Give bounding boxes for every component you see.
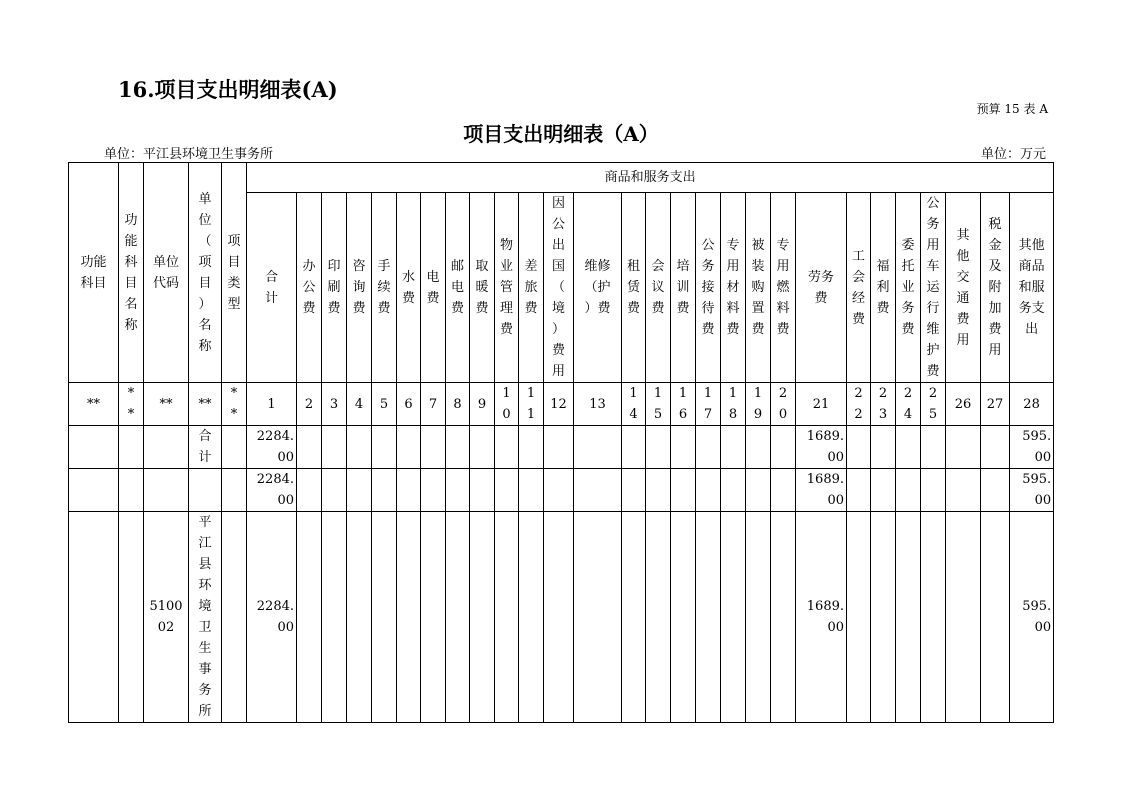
unit-name-cell: 合 计 <box>189 426 222 469</box>
function-code-cell <box>69 469 119 512</box>
amount-cell <box>921 512 946 723</box>
column-header: 工 会 经 费 <box>847 193 871 383</box>
project-expense-table <box>68 162 1054 723</box>
column-header: 专 用 燃 料 费 <box>771 193 796 383</box>
amount-cell <box>921 469 946 512</box>
function-name-cell <box>119 469 144 512</box>
table-title: 项目支出明细表（A） <box>463 122 659 146</box>
header-cell: 单 位 （ 项 目 ） 名 称 <box>189 163 222 383</box>
amount-cell <box>671 426 696 469</box>
column-header: 因 公 出 国 （ 境 ） 费 用 <box>544 193 574 383</box>
project-type-cell <box>222 512 247 723</box>
amount-cell <box>946 469 981 512</box>
amount-cell <box>574 426 622 469</box>
other-expense-cell: 595. 00 <box>1010 512 1054 723</box>
other-expense-cell: 595. 00 <box>1010 469 1054 512</box>
index-cell: ** <box>69 383 119 426</box>
amount-cell <box>421 512 446 723</box>
amount-cell <box>746 469 771 512</box>
column-header: 其他 商品 和服 务支 出 <box>1010 193 1054 383</box>
header-cell: 项 目 类 型 <box>222 163 247 383</box>
index-cell: 1 9 <box>746 383 771 426</box>
amount-cell <box>519 469 544 512</box>
index-cell: 2 2 <box>847 383 871 426</box>
column-header: 公 务 接 待 费 <box>696 193 721 383</box>
amount-cell <box>446 469 470 512</box>
index-cell: * * <box>222 383 247 426</box>
unit-code-cell <box>144 426 189 469</box>
amount-cell <box>896 469 921 512</box>
index-row <box>69 383 1054 426</box>
amount-cell <box>322 512 347 723</box>
amount-cell <box>372 426 397 469</box>
amount-cell <box>871 512 896 723</box>
function-name-cell <box>119 512 144 723</box>
column-header: 福 利 费 <box>871 193 896 383</box>
amount-cell <box>397 512 421 723</box>
column-header: 委 托 业 务 费 <box>896 193 921 383</box>
amount-cell <box>622 426 646 469</box>
amount-cell <box>322 469 347 512</box>
header-row <box>69 163 1054 193</box>
amount-cell <box>470 512 495 723</box>
amount-cell <box>981 469 1010 512</box>
column-header: 水 费 <box>397 193 421 383</box>
other-expense-cell: 595. 00 <box>1010 426 1054 469</box>
amount-cell <box>981 426 1010 469</box>
index-cell: 8 <box>446 383 470 426</box>
amount-cell <box>721 512 746 723</box>
amount-cell <box>646 426 671 469</box>
currency-unit-label: 单位：万元 <box>980 147 1046 162</box>
index-cell: 3 <box>322 383 347 426</box>
amount-cell <box>519 426 544 469</box>
amount-cell <box>671 469 696 512</box>
table-row <box>69 469 1054 512</box>
amount-cell <box>847 469 871 512</box>
amount-cell <box>574 512 622 723</box>
column-header: 咨 询 费 <box>347 193 372 383</box>
column-header: 邮 电 费 <box>446 193 470 383</box>
amount-cell <box>297 512 322 723</box>
amount-cell <box>746 426 771 469</box>
amount-cell <box>771 469 796 512</box>
index-cell: ** <box>144 383 189 426</box>
header-cell: 功 能 科 目 名 称 <box>119 163 144 383</box>
amount-cell <box>896 512 921 723</box>
column-header: 物 业 管 理 费 <box>495 193 519 383</box>
amount-cell <box>946 512 981 723</box>
index-cell: 2 4 <box>896 383 921 426</box>
column-header: 取 暖 费 <box>470 193 495 383</box>
unit-name-cell: 平 江 县 环 境 卫 生 事 务 所 <box>189 512 222 723</box>
amount-cell <box>544 469 574 512</box>
amount-cell <box>981 512 1010 723</box>
column-header: 税 金 及 附 加 费 用 <box>981 193 1010 383</box>
amount-cell <box>470 426 495 469</box>
amount-cell <box>721 426 746 469</box>
amount-cell <box>495 469 519 512</box>
amount-cell <box>871 426 896 469</box>
header-group-cell: 商品和服务支出 <box>247 163 1054 193</box>
amount-cell <box>495 512 519 723</box>
amount-cell <box>671 512 696 723</box>
unit-code-cell: 5100 02 <box>144 512 189 723</box>
total-amount-cell: 2284. 00 <box>247 512 297 723</box>
total-amount-cell: 2284. 00 <box>247 469 297 512</box>
column-header: 手 续 费 <box>372 193 397 383</box>
amount-cell <box>347 512 372 723</box>
column-header: 劳务 费 <box>796 193 847 383</box>
column-header: 租 赁 费 <box>622 193 646 383</box>
table-row <box>69 512 1054 723</box>
amount-cell <box>746 512 771 723</box>
column-header: 其 他 交 通 费 用 <box>946 193 981 383</box>
column-header: 会 议 费 <box>646 193 671 383</box>
amount-cell <box>622 512 646 723</box>
index-cell: 1 <box>247 383 297 426</box>
project-type-cell <box>222 469 247 512</box>
amount-cell <box>322 426 347 469</box>
index-cell: 21 <box>796 383 847 426</box>
amount-cell <box>347 469 372 512</box>
amount-cell <box>544 426 574 469</box>
amount-cell <box>372 512 397 723</box>
amount-cell <box>696 512 721 723</box>
index-cell: 4 <box>347 383 372 426</box>
function-name-cell <box>119 426 144 469</box>
index-cell: 1 7 <box>696 383 721 426</box>
column-header: 电 费 <box>421 193 446 383</box>
amount-cell <box>696 469 721 512</box>
amount-cell <box>347 426 372 469</box>
index-cell: 2 5 <box>921 383 946 426</box>
amount-cell <box>896 426 921 469</box>
index-cell: 13 <box>574 383 622 426</box>
column-header: 印 刷 费 <box>322 193 347 383</box>
table-row <box>69 426 1054 469</box>
amount-cell <box>372 469 397 512</box>
index-cell: 1 6 <box>671 383 696 426</box>
amount-cell <box>847 512 871 723</box>
index-cell: 1 4 <box>622 383 646 426</box>
project-type-cell <box>222 426 247 469</box>
form-number: 预算 15 表 A <box>976 102 1048 116</box>
function-code-cell <box>69 426 119 469</box>
column-header: 公 务 用 车 运 行 维 护 费 <box>921 193 946 383</box>
index-cell: 2 3 <box>871 383 896 426</box>
index-cell: 12 <box>544 383 574 426</box>
amount-cell <box>622 469 646 512</box>
column-header: 被 装 购 置 费 <box>746 193 771 383</box>
column-header: 差 旅 费 <box>519 193 544 383</box>
labor-fee-cell: 1689. 00 <box>796 469 847 512</box>
index-cell: * * <box>119 383 144 426</box>
column-header: 专 用 材 料 费 <box>721 193 746 383</box>
index-cell: 26 <box>946 383 981 426</box>
index-cell: 2 <box>297 383 322 426</box>
amount-cell <box>574 469 622 512</box>
amount-cell <box>646 469 671 512</box>
function-code-cell <box>69 512 119 723</box>
index-cell: 1 5 <box>646 383 671 426</box>
amount-cell <box>544 512 574 723</box>
amount-cell <box>421 426 446 469</box>
index-cell: 1 8 <box>721 383 746 426</box>
index-cell: 1 0 <box>495 383 519 426</box>
header-cell: 功能 科目 <box>69 163 119 383</box>
amount-cell <box>446 512 470 723</box>
index-cell: 27 <box>981 383 1010 426</box>
amount-cell <box>446 426 470 469</box>
amount-cell <box>397 469 421 512</box>
amount-cell <box>847 426 871 469</box>
total-amount-cell: 2284. 00 <box>247 426 297 469</box>
amount-cell <box>519 512 544 723</box>
header-cell: 单位 代码 <box>144 163 189 383</box>
index-cell: 28 <box>1010 383 1054 426</box>
unit-label: 单位：平江县环境卫生事务所 <box>104 147 274 162</box>
column-header: 办 公 费 <box>297 193 322 383</box>
amount-cell <box>871 469 896 512</box>
index-cell: 2 0 <box>771 383 796 426</box>
amount-cell <box>696 426 721 469</box>
index-cell: 9 <box>470 383 495 426</box>
amount-cell <box>495 426 519 469</box>
amount-cell <box>771 512 796 723</box>
amount-cell <box>297 469 322 512</box>
index-cell: 1 1 <box>519 383 544 426</box>
unit-name-cell <box>189 469 222 512</box>
amount-cell <box>297 426 322 469</box>
index-cell: 5 <box>372 383 397 426</box>
amount-cell <box>921 426 946 469</box>
labor-fee-cell: 1689. 00 <box>796 512 847 723</box>
amount-cell <box>397 426 421 469</box>
index-cell: ** <box>189 383 222 426</box>
column-header: 培 训 费 <box>671 193 696 383</box>
amount-cell <box>646 512 671 723</box>
column-header: 合 计 <box>247 193 297 383</box>
page-heading: 16.项目支出明细表(A) <box>118 77 338 102</box>
unit-code-cell <box>144 469 189 512</box>
amount-cell <box>771 426 796 469</box>
amount-cell <box>470 469 495 512</box>
labor-fee-cell: 1689. 00 <box>796 426 847 469</box>
column-header: 维修 （护 ）费 <box>574 193 622 383</box>
index-cell: 6 <box>397 383 421 426</box>
amount-cell <box>421 469 446 512</box>
amount-cell <box>721 469 746 512</box>
amount-cell <box>946 426 981 469</box>
index-cell: 7 <box>421 383 446 426</box>
